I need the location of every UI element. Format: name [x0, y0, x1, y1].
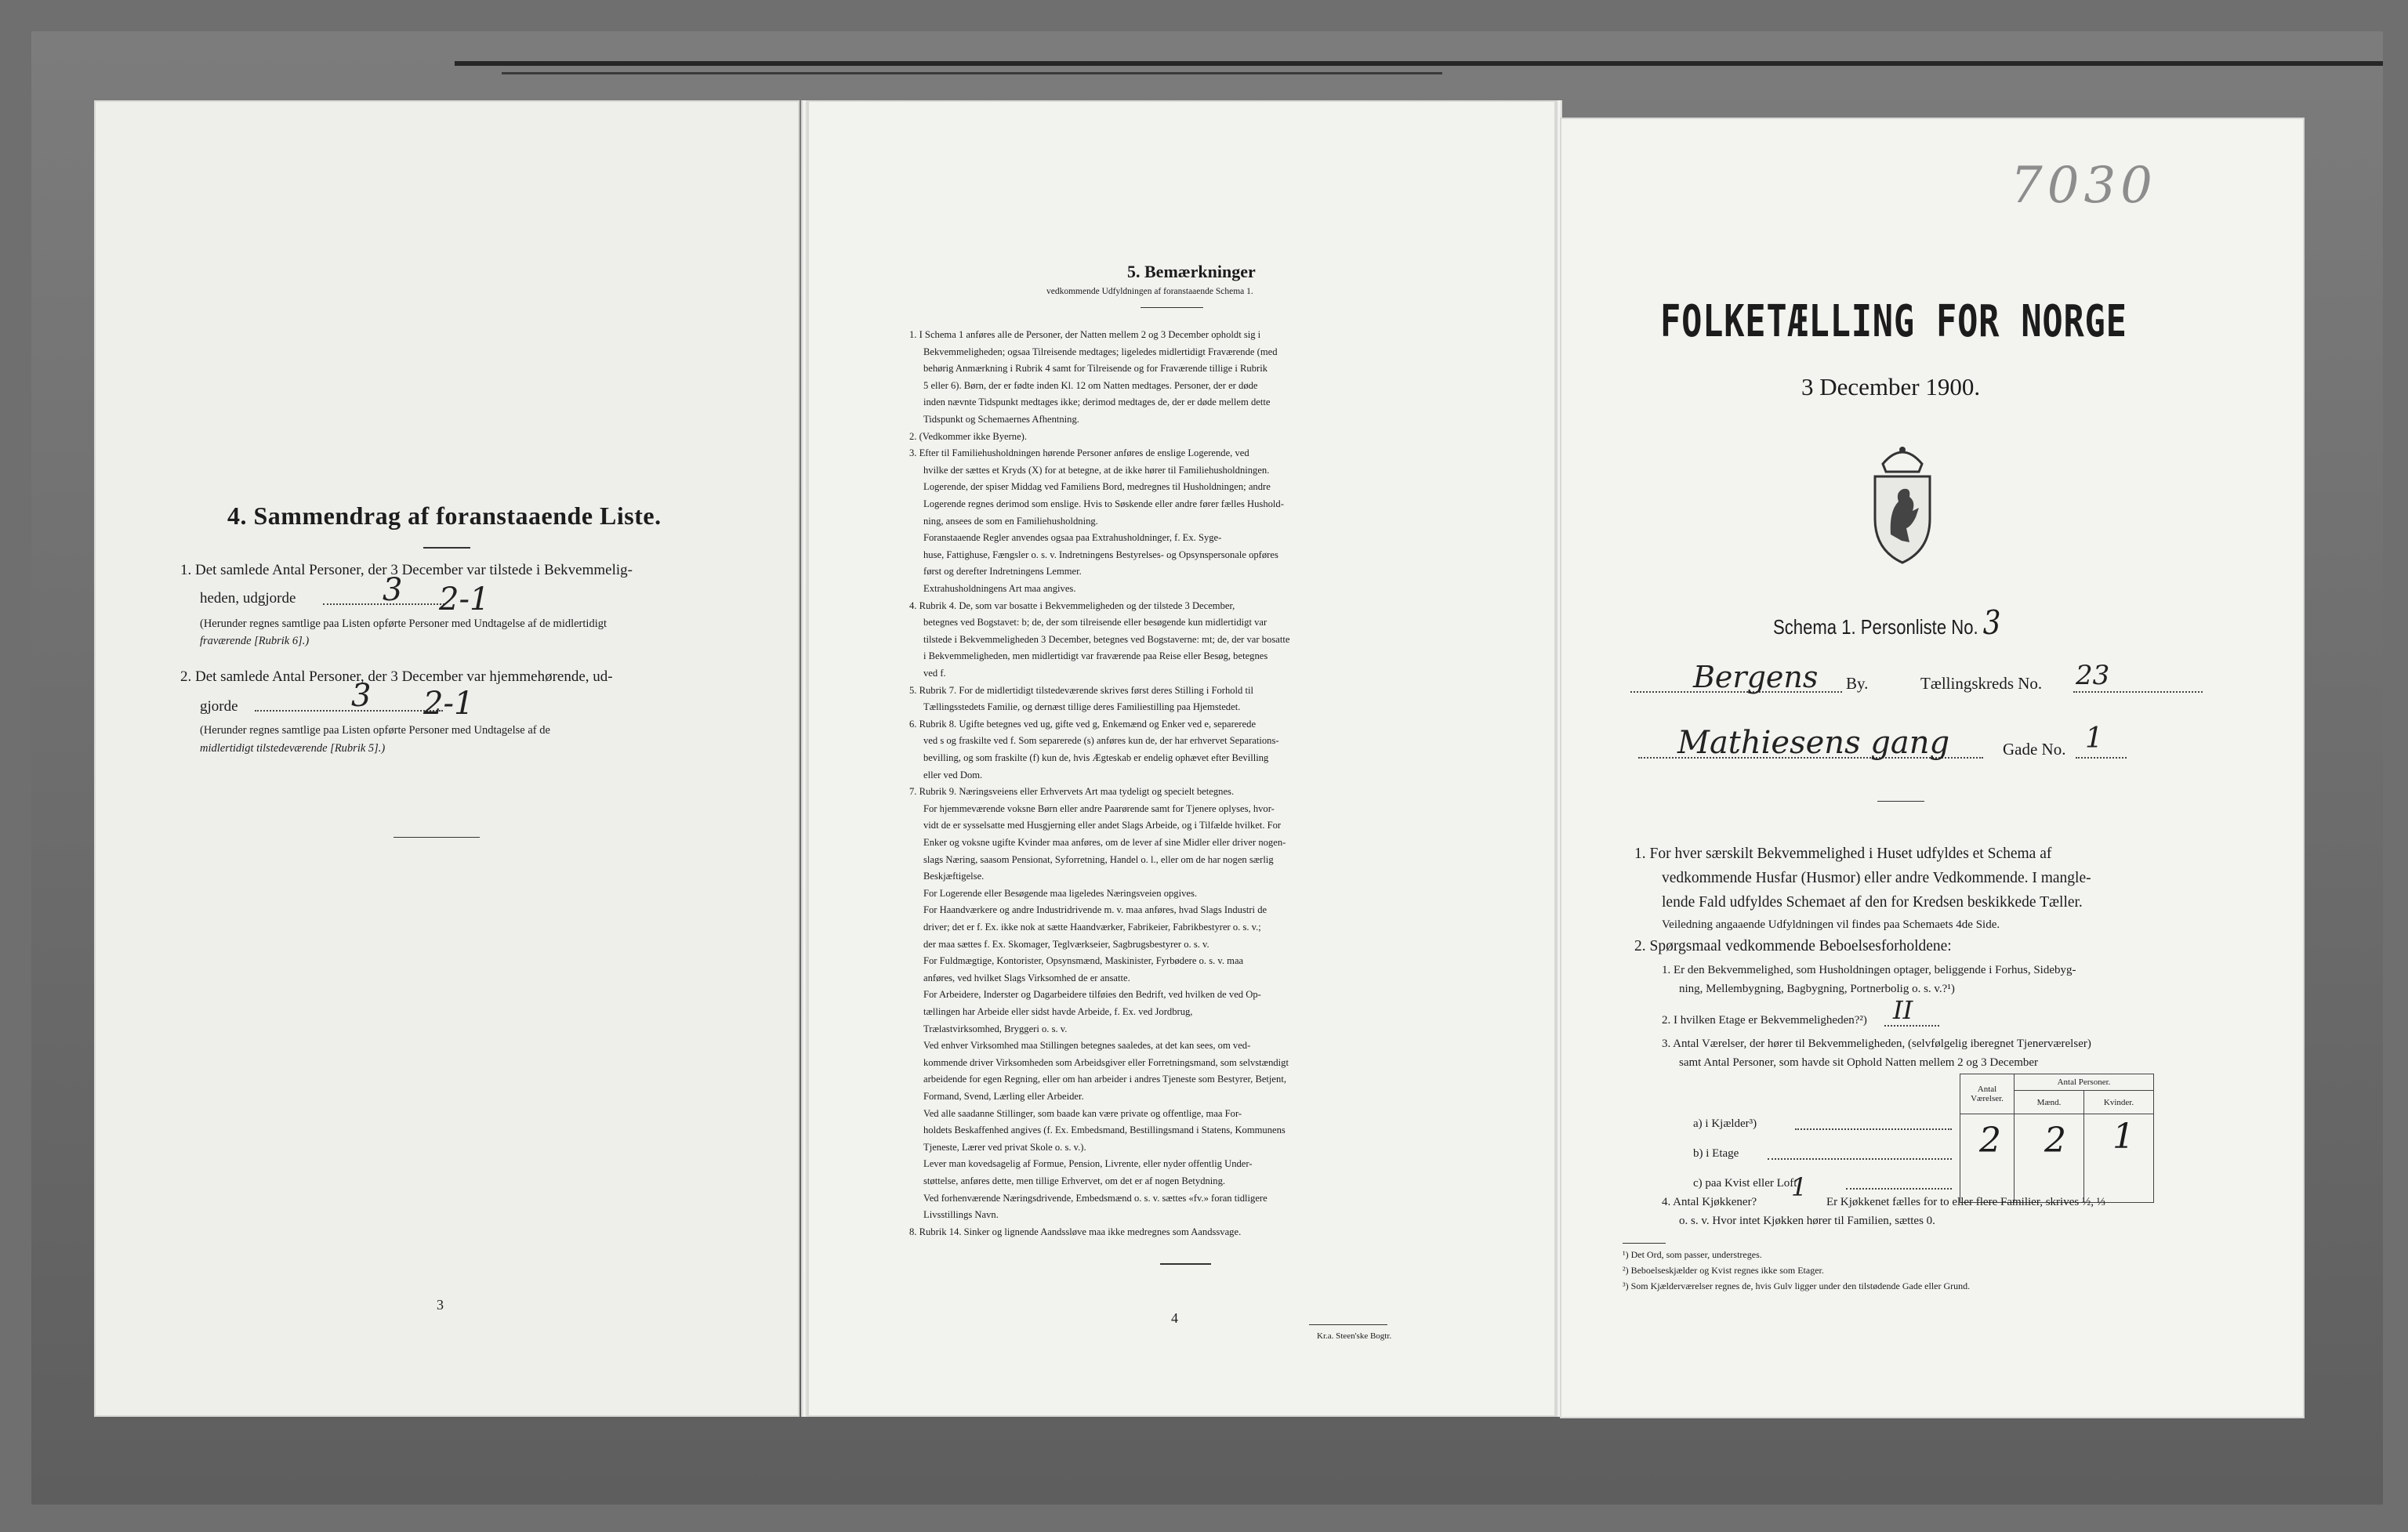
remarks-title-rule — [1141, 307, 1203, 308]
remark-line: Foranstaaende Regler anvendes ogsaa paa Extrahusholdninger, f. Ex. Syge- — [923, 532, 1222, 544]
remark-line: 7. Rubrik 9. Næringsveiens eller Erhvervets Art maa tydeligt og specielt betegnes. — [909, 786, 1235, 798]
handwritten-street-number: 1 — [2085, 723, 2103, 755]
coat-of-arms-icon — [1867, 440, 1938, 566]
remark-line: der maa sættes f. Ex. Skomager, Teglværkseier, Sagbrugsbestyrer o. s. v. — [923, 938, 1209, 950]
remark-line: Extrahusholdningens Art maa angives. — [923, 583, 1076, 594]
header-rooms: Antal Værelser. — [1960, 1074, 2015, 1114]
question-4-line-1: 4. Antal Kjøkkener? — [1662, 1196, 1757, 1208]
handwritten-street: Mathiesens gang — [1677, 725, 1950, 761]
summary-item-1-note2: fraværende [Rubrik 6].) — [200, 635, 310, 647]
remark-line: behørig Anmærkning i Rubrik 4 samt for Tilreisende og for Fraværende tillige i Rubrik — [923, 363, 1267, 375]
remark-line: Ved enhver Virksomhed maa Stillingen betegnes saaledes, at det kan sees, om ved- — [923, 1040, 1251, 1052]
remark-line: tilstede i Bekvemmeligheden 3 December, betegnes ved Bogstaverne: mt; de, der var bosatte — [923, 633, 1290, 645]
remark-line: Logerende, der spiser Middag ved Familiens Bord, medregnes til Husholdningen; andre — [923, 481, 1271, 493]
floor-fill-line — [1884, 1025, 1939, 1027]
footnote-3: ³) Som Kjælderværelser regnes de, hvis Gulv ligger under den tilstødende Gade eller Grund. — [1623, 1280, 1971, 1291]
instruction-1-line-1: 1. For hver særskilt Bekvemmelighed i Huset udfyldes et Schema af — [1634, 846, 2052, 862]
question-4-line-2: Er Kjøkkenet fælles for to eller flere Familier, skrives ½, ⅓ — [1826, 1196, 2105, 1208]
remark-line: i Bekvemmeligheden, men midlertidigt var fraværende paa Reise eller Besøg, betegnes — [923, 650, 1268, 662]
summary-item-2-note1: (Herunder regnes samtlige paa Listen opførte Personer med Undtagelse af de — [200, 724, 550, 737]
summary-item-1-line2: heden, udgjorde — [200, 590, 296, 607]
remark-line: ved f. — [923, 668, 946, 679]
district-fill-line — [2073, 691, 2203, 693]
handwritten-rooms-count: 2 — [1979, 1121, 2001, 1161]
footnote-2: ²) Beboelseskjælder og Kvist regnes ikke som Etager. — [1623, 1265, 1824, 1276]
remark-line: For Logerende eller Besøgende maa ligeledes Næringsveien opgives. — [923, 887, 1198, 899]
remark-line: 8. Rubrik 14. Sinker og lignende Aandssløve maa ikke medregnes som Aandssvage. — [909, 1226, 1242, 1237]
handwritten-resident-split: 2-1 — [423, 686, 474, 722]
question-1-line-1: 1. Er den Bekvemmelighed, som Husholdningen optager, beliggende i Forhus, Sidebyg- — [1662, 964, 2076, 976]
instruction-1-note: Veiledning angaaende Udfyldningen vil findes paa Schemaets 4de Side. — [1662, 918, 2000, 931]
remark-line: For Fuldmægtige, Kontorister, Opsynsmænd, Maskinister, Fyrbødere o. s. v. maa — [923, 955, 1244, 967]
remark-line: først og derefter Indretningens Lemmer. — [923, 566, 1082, 578]
remarks-subtitle: vedkommende Udfyldningen af foranstaaende Schema 1. — [1046, 287, 1253, 296]
remark-line: kommende driver Virksomheden som Arbeidsgiver eller Forretningsmand, som selvstændigt — [923, 1056, 1289, 1068]
remark-line: eller ved Dom. — [923, 769, 983, 780]
handwritten-men-count: 2 — [2044, 1121, 2066, 1161]
handwritten-floor: II — [1893, 995, 1913, 1025]
summary-item-2-line2: gjorde — [200, 698, 238, 715]
fill-line — [255, 710, 443, 712]
remark-line: støttelse, anføres dette, men tillige Erhvervet, om det er af nogen Betydning. — [923, 1175, 1226, 1186]
section-rule — [393, 837, 480, 838]
handwritten-list-number: 3 — [1982, 603, 2001, 642]
remarks-title: 5. Bemærkninger — [1127, 262, 1256, 281]
remark-line: Tidspunkt og Schemaernes Afhentning. — [923, 414, 1079, 425]
remark-line: 4. Rubrik 4. De, som var bosatte i Bekvemmeligheden og der tilstede 3 December, — [909, 599, 1235, 611]
question-3-line-2: samt Antal Personer, som havde sit Ophold Natten mellem 2 og 3 December — [1679, 1056, 2039, 1069]
summary-item-2-line1: 2. Det samlede Antal Personer, der 3 December var hjemmehørende, ud- — [180, 668, 613, 685]
handwritten-present-split: 2-1 — [439, 581, 490, 618]
street-number-fill-line — [2076, 757, 2127, 759]
remark-line: betegnes ved Bogstavet: b; de, der som tilreisende eller besøgende kun midlertidigt var — [923, 617, 1267, 628]
remark-line: driver; det er f. Ex. ikke nok at sætte Haandværker, Fabrikeier, Fabrikbestyrer o. s. v.; — [923, 922, 1261, 933]
footnote-1: ¹) Det Ord, som passer, understreges. — [1623, 1249, 1762, 1260]
summary-title: 4. Sammendrag af foranstaaende Liste. — [227, 502, 662, 530]
summary-item-1-line1: 1. Det samlede Antal Personer, der 3 December var tilstede i Bekvemmelig- — [180, 562, 633, 578]
handwritten-kitchens: 1 — [1791, 1172, 1808, 1202]
summary-item-1-note1: (Herunder regnes samtlige paa Listen opførte Personer med Undtagelse af de midlertidigt — [200, 618, 607, 630]
remark-line: 1. I Schema 1 anføres alle de Personer, der Natten mellem 2 og 3 December opholdt sig i — [909, 329, 1261, 340]
summary-item-2-note2: midlertidigt tilstedeværende [Rubrik 5].) — [200, 742, 386, 755]
remark-line: Ved forhenværende Næringsdrivende, Embedsmænd o. s. v. sættes «fv.» foran tidligere — [923, 1192, 1267, 1204]
row-b-label: b) i Etage — [1693, 1147, 1739, 1160]
page-number-left: 3 — [437, 1297, 444, 1313]
city-label: By. — [1846, 674, 1869, 693]
remark-line: hvilke der sættes et Kryds (X) for at betegne, at de ikke hører til Familiehusholdningen. — [923, 464, 1270, 476]
archive-number: 7030 — [2011, 157, 2157, 215]
census-date: 3 December 1900. — [1801, 373, 1981, 400]
remark-line: tællingen har Arbeide eller sidst havde Arbeide, f. Ex. ved Jordbrug, — [923, 1006, 1193, 1017]
remark-line: Bekvemmeligheden; ogsaa Tilreisende medtages; ligeledes midlertidigt Fraværende (med — [923, 346, 1278, 357]
question-2: 2. I hvilken Etage er Bekvemmeligheden?²) — [1662, 1014, 1867, 1027]
remark-line: 5 eller 6). Børn, der er fødte inden Kl. 12 om Natten medtages. Personer, der er døde — [923, 379, 1258, 391]
footnote-rule — [1623, 1243, 1666, 1244]
remark-line: Livsstillings Navn. — [923, 1209, 999, 1221]
remark-line: anføres, ved hvilket Slags Virksomhed de er ansatte. — [923, 972, 1130, 983]
handwritten-present-total: 3 — [383, 572, 403, 608]
instruction-2-title: 2. Spørgsmaal vedkommende Beboelsesforholdene: — [1634, 938, 1952, 954]
remark-line: bevilling, og som fraskilte (f) kun de, hvis Ægteskab er endelig ophævet efter Bevilling — [923, 752, 1269, 763]
remark-line: huse, Fattighuse, Fængsler o. s. v. Indretningens Bestyrelses- og Opsynspersonale opføres — [923, 549, 1278, 560]
remark-line: 2. (Vedkommer ikke Byerne). — [909, 430, 1028, 442]
schema-label: Schema 1. Personliste No. — [1773, 615, 1978, 639]
remark-line: vidt de er sysselsatte med Husgjerning eller andet Slags Arbeide, og i Tilfælde hvilket. For — [923, 820, 1282, 831]
remark-line: For hjemmeværende voksne Børn eller andre Paarørende samt for Tjenere oplyses, hvor- — [923, 802, 1275, 814]
handwritten-district: 23 — [2076, 660, 2110, 691]
address-rule — [1877, 801, 1924, 802]
printer-credit: Kr.a. Steen'ske Bogtr. — [1317, 1331, 1392, 1341]
remark-line: holdets Beskaffenhed angives (f. Ex. Embedsmand, Bestillingsmand i Statens, Kommunens — [923, 1125, 1286, 1136]
remark-line: Trælastvirksomhed, Bryggeri o. s. v. — [923, 1023, 1068, 1034]
remark-line: Enker og voksne ugifte Kvinder maa anføres, om de lever af sine Midler eller driver nogen- — [923, 837, 1286, 848]
remark-line: Tjeneste, Lærer ved privat Skole o. s. v.). — [923, 1141, 1086, 1153]
remark-line: ning, ansees de som en Familiehusholdning. — [923, 515, 1098, 527]
question-1-line-2: ning, Mellembygning, Bagbygning, Portnerbolig o. s. v.?¹) — [1679, 983, 1955, 995]
printer-rule — [1309, 1324, 1387, 1325]
remark-line: 3. Efter til Familiehusholdningen hørende Personer anføres de enslige Logerende, ved — [909, 447, 1249, 459]
remark-line: arbeidende for egen Regning, eller om han arbeider i andres Tjeneste som Bestyrer, Betjent, — [923, 1074, 1286, 1085]
remark-line: Ved alle saadanne Stillinger, som baade kan være private og offentlige, maa For- — [923, 1107, 1242, 1119]
question-3-line-1: 3. Antal Værelser, der hører til Bekvemmeligheden, (selvfølgelig iberegnet Tjenerværelser) — [1662, 1038, 2091, 1050]
row-a-fill — [1795, 1128, 1952, 1130]
header-women: Kvinder. — [2084, 1091, 2154, 1114]
row-c-fill — [1846, 1188, 1952, 1190]
remark-line: Logerende regnes derimod som enslige. Hvis to Søskende eller andre fører fælles Hushold- — [923, 498, 1284, 509]
row-c-label: c) paa Kvist eller Loft — [1693, 1177, 1797, 1190]
handwritten-city: Bergens — [1693, 660, 1819, 694]
remark-line: Lever man kovedsagelig af Formue, Pension, Livrente, eller nyder offentlig Under- — [923, 1158, 1253, 1170]
header-men: Mænd. — [2015, 1091, 2084, 1114]
remark-line: slags Næring, saasom Pensionat, Syforretning, Handel o. l., eller om de har nogen særlig — [923, 853, 1274, 865]
page-number-middle: 4 — [1171, 1310, 1178, 1326]
remark-line: inden nævnte Tidspunkt medtages ikke; derimod medtages de, der er døde mellem dette — [923, 397, 1271, 408]
remark-line: 6. Rubrik 8. Ugifte betegnes ved ug, gifte ved g, Enkemænd og Enker ved e, separerede — [909, 718, 1257, 730]
row-b-fill — [1768, 1158, 1952, 1160]
page-fold — [801, 100, 807, 1417]
remark-line: ved s og fraskilte ved f. Som separerede (s) anføres kun de, der har erhvervet Separations- — [923, 735, 1279, 747]
remark-line: Beskjæftigelse. — [923, 871, 985, 882]
scan-top-edge — [455, 61, 2383, 66]
instruction-1-line-2: vedkommende Husfar (Husmor) eller andre Vedkommende. I mangle- — [1662, 870, 2091, 886]
census-title: FOLKETÆLLING FOR NORGE — [1660, 296, 2127, 347]
question-4-line-3: o. s. v. Hvor intet Kjøkken hører til Familien, sættes 0. — [1679, 1215, 1935, 1227]
handwritten-resident-total: 3 — [351, 678, 372, 714]
remark-line: For Haandværkere og andre Industridrivende m. v. maa anføres, hvad Slags Industri de — [923, 904, 1267, 916]
remark-line: Tællingsstedets Familie, og dernæst tillige deres Familiestilling paa Hjemstedet. — [923, 701, 1241, 713]
district-label: Tællingskreds No. — [1920, 674, 2043, 693]
remark-line: Formand, Svend, Lærling eller Arbeider. — [923, 1091, 1084, 1102]
remarks-end-rule — [1160, 1263, 1211, 1265]
schema-heading — [1773, 603, 2001, 642]
instruction-1-line-3: lende Fald udfyldes Schemaet af den for Kredsen beskikkede Tæller. — [1662, 894, 2083, 911]
header-persons: Antal Personer. — [2015, 1074, 2154, 1091]
row-a-label: a) i Kjælder³) — [1693, 1117, 1757, 1130]
left-page — [94, 100, 800, 1417]
street-number-label: Gade No. — [2003, 740, 2066, 759]
handwritten-women-count: 1 — [2112, 1117, 2134, 1157]
scan-top-edge-shadow — [502, 72, 1442, 74]
title-rule — [423, 547, 470, 549]
remark-line: 5. Rubrik 7. For de midlertidigt tilstedeværende skrives først deres Stilling i Forhold til — [909, 684, 1253, 696]
remark-line: For Arbeidere, Inderster og Dagarbeidere tilføies den Bedrift, ved hvilken de ved Op- — [923, 989, 1261, 1001]
